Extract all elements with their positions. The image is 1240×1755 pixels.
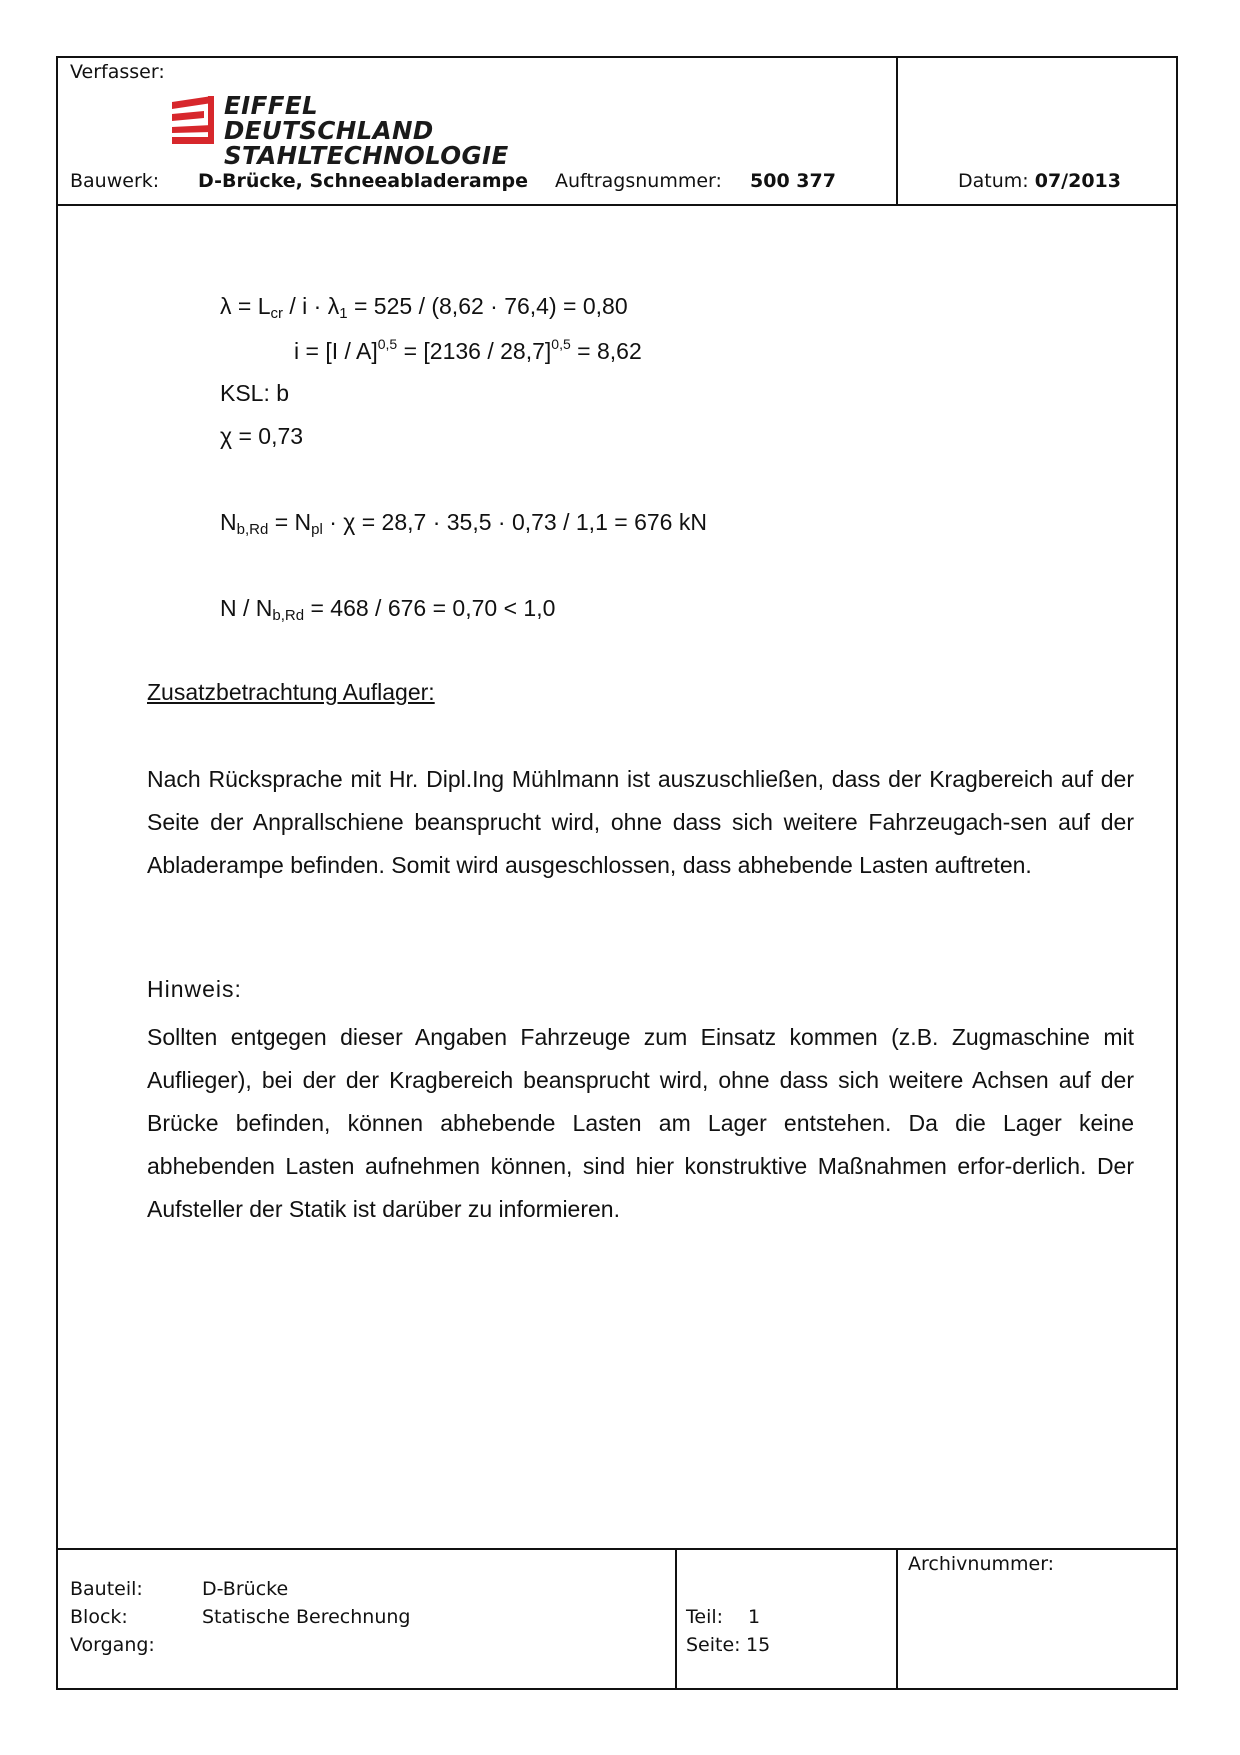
- calc-nbrd: [220, 509, 707, 538]
- calc-radius-b: = [2136 / 28,7]: [397, 338, 552, 364]
- archiv-label: Archivnummer:: [908, 1553, 1055, 1575]
- calc-nbrd-c: · χ = 28,7 · 35,5 · 0,73 / 1,1 = 676 kN: [322, 509, 707, 535]
- calc-radius: [294, 336, 642, 365]
- calc-nbrd-a: N: [220, 509, 237, 535]
- hinweis-label: Hinweis:: [147, 976, 242, 1002]
- company-name: [224, 93, 532, 168]
- header-divider: [56, 204, 1178, 206]
- auftrag-value: 500 377: [750, 170, 836, 192]
- calc-slenderness-a: λ = L: [220, 293, 271, 319]
- calc-utilization-b: = 468 / 676 = 0,70 < 1,0: [304, 595, 556, 621]
- calc-slenderness-sub2: 1: [339, 305, 348, 322]
- calc-utilization: [220, 595, 555, 624]
- block-label: Block:: [70, 1606, 128, 1628]
- calc-slenderness-sub1: cr: [270, 305, 284, 322]
- calc-slenderness: [220, 293, 628, 322]
- bauteil-value: D-Brücke: [202, 1578, 289, 1600]
- verfasser-label: Verfasser:: [70, 61, 165, 83]
- datum-label: Datum:: [958, 170, 1029, 192]
- calc-ksl: KSL: b: [220, 380, 290, 406]
- calc-slenderness-c: = 525 / (8,62 · 76,4) = 0,80: [347, 293, 628, 319]
- calc-nbrd-b: = N: [268, 509, 312, 535]
- seite-value: 15: [746, 1634, 771, 1656]
- calc-nbrd-sub1: b,Rd: [236, 521, 269, 538]
- header-right-divider: [896, 56, 898, 206]
- bauwerk-value: D-Brücke, Schneeabladerampe: [198, 170, 528, 192]
- calc-utilization-a: N / N: [220, 595, 273, 621]
- calc-nbrd-sub2: pl: [311, 521, 323, 538]
- bauteil-label: Bauteil:: [70, 1578, 143, 1600]
- teil-label: Teil:: [686, 1606, 724, 1628]
- calc-utilization-sub1: b,Rd: [272, 607, 305, 624]
- company-name-line1: EIFFEL DEUTSCHLAND: [224, 91, 434, 145]
- auftrag-label: Auftragsnummer:: [555, 170, 722, 192]
- footer-mid-divider: [675, 1548, 677, 1690]
- company-name-line2: STAHLTECHNOLOGIE: [224, 141, 509, 170]
- datum-value: 07/2013: [1034, 170, 1121, 192]
- paragraph-hinweis: Sollten entgegen dieser Angaben Fahrzeuge zum Einsatz kommen (z.B. Zugmaschine mit Auflieger), bei der der Kragbereich beansprucht wird, ohne dass sich weitere Achsen auf der Brücke befinden, können abhebende Lasten am Lager entstehen. Da die Lager keine abhebenden Lasten aufnehmen können, sind hier konstruktive Maßnahmen erfor-derlich. Der Aufsteller der Statik ist darüber zu informieren.: [147, 1024, 1134, 1222]
- calc-chi: χ = 0,73: [220, 423, 304, 449]
- vorgang-label: Vorgang:: [70, 1634, 155, 1656]
- footer-divider: [56, 1548, 1178, 1550]
- calc-slenderness-b: / i · λ: [283, 293, 340, 319]
- footer-right-divider: [896, 1548, 898, 1690]
- seite-label: Seite:: [686, 1634, 741, 1656]
- company-logo: [172, 91, 532, 170]
- calc-radius-sup1: 0,5: [377, 336, 398, 352]
- paragraph-auflager: Nach Rücksprache mit Hr. Dipl.Ing Mühlmann ist auszuschließen, dass der Kragbereich auf der Seite der Anprallschiene beansprucht wird, ohne dass sich weitere Fahrzeugach-sen auf der Abladerampe befinden. Somit wird ausgeschlossen, dass abhebende Lasten auftreten.: [147, 766, 1134, 878]
- calc-radius-sup2: 0,5: [551, 336, 571, 352]
- datum: [958, 170, 1121, 192]
- bauwerk-label: Bauwerk:: [70, 170, 160, 192]
- teil-value: 1: [748, 1606, 761, 1628]
- calc-radius-c: = 8,62: [570, 338, 642, 364]
- calc-radius-a: i = [I / A]: [294, 338, 378, 364]
- block-value: Statische Berechnung: [202, 1606, 411, 1628]
- eiffel-logo-icon: [172, 96, 218, 144]
- section-heading: Zusatzbetrachtung Auflager:: [147, 679, 435, 705]
